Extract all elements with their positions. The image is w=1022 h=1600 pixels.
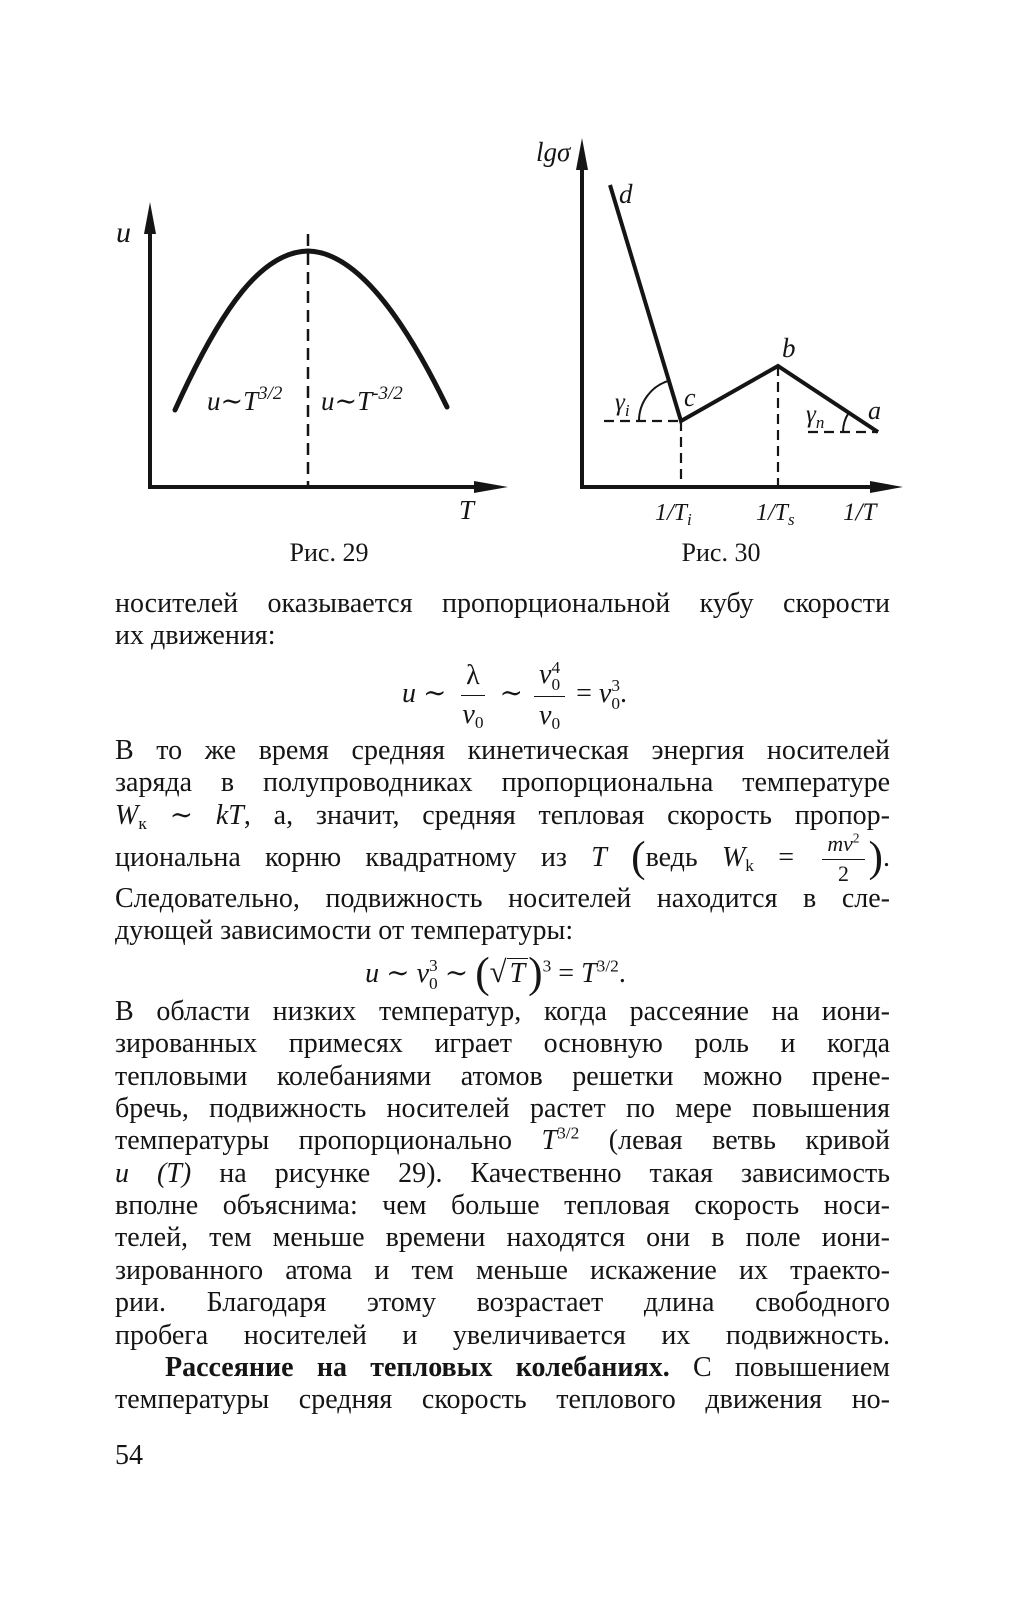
text-run: λ (466, 660, 480, 692)
subscript: 0 (551, 713, 561, 733)
fraction (534, 658, 565, 732)
right-branch-label (321, 383, 403, 416)
text-line (115, 830, 890, 887)
subscript: 0 (611, 693, 621, 713)
text-line (115, 1093, 890, 1125)
text-run: ∼ (492, 677, 530, 709)
subscript: 0 (474, 713, 484, 733)
text-run: температуры пропорционально (115, 1125, 542, 1157)
text-line (115, 1028, 890, 1060)
angle-arc-n (843, 413, 849, 432)
y-axis-arrow (576, 138, 588, 170)
fraction (822, 832, 864, 887)
text-run: ∼ (415, 677, 454, 709)
text-line (115, 1255, 890, 1287)
text-run: = (753, 841, 819, 873)
math-variable: T (541, 1125, 558, 1157)
subscript: 0 (429, 973, 438, 993)
text-line (115, 1384, 890, 1416)
angle-i-subscript: i (624, 401, 630, 420)
big-parenthesis: ( (631, 833, 646, 882)
text-run: заряда в полупроводниках пропорциональна температуре (115, 767, 890, 799)
y-axis-arrow (144, 202, 156, 234)
tick-label-s (756, 500, 795, 529)
x-axis-label: T (459, 495, 475, 525)
text-run: Следовательно, подвижность носителей находится в сле- (115, 882, 890, 914)
math-variable: v (416, 957, 430, 989)
right-branch-base: u∼T (321, 386, 373, 416)
math-variable: mv (827, 831, 853, 856)
text-run: тепловыми колебаниями атомов решетки можно прене- (115, 1060, 890, 1092)
right-branch-exponent: -3/2 (372, 383, 403, 404)
y-axis-label: u (116, 216, 131, 249)
math-variable: T (591, 841, 607, 873)
text-run: рии. Благодаря этому возрастает длина свободного (115, 1287, 890, 1319)
point-a-label: a (868, 396, 881, 425)
superscript: 3 (542, 955, 552, 975)
text-run: зированных примесях играет основную роль и когда (115, 1028, 890, 1060)
y-axis-label: lgσ (536, 137, 571, 167)
radicand: T (507, 958, 529, 990)
point-b-label: b (782, 333, 796, 363)
math-variable: v (598, 677, 612, 709)
text-line (115, 883, 890, 915)
text-run: ∼ (379, 957, 417, 989)
left-branch-base: u∼T (207, 386, 259, 416)
text-run: В то же время средняя кинетическая энергия носителей (115, 734, 890, 766)
fraction-numerator (822, 832, 864, 860)
figure-29 (116, 202, 508, 567)
text-line (115, 1352, 890, 1384)
text-line (115, 1061, 890, 1093)
text-run: ∼ (437, 957, 476, 989)
left-branch-label (207, 383, 283, 416)
sup-sub-stack (429, 957, 438, 992)
math-variable: T (581, 957, 597, 989)
math-variable: v (539, 659, 552, 691)
superscript: 4 (551, 658, 561, 677)
subscript: к (138, 813, 147, 833)
math-variable: v (462, 698, 475, 730)
math-variable: u (401, 677, 416, 709)
conductivity-curve (610, 185, 878, 432)
tick-label-i (655, 500, 692, 529)
subscript: 0 (551, 675, 561, 695)
text-line (115, 1222, 890, 1254)
superscript: 3 (429, 956, 438, 976)
text-run: ∼ (146, 799, 216, 831)
text-line (115, 800, 890, 832)
text-run: ведь (645, 841, 722, 873)
math-variable: u (365, 957, 380, 989)
display-formula (115, 653, 890, 735)
text-line (115, 1158, 890, 1190)
text-run: . (618, 957, 626, 989)
run-in-heading: Рассеяние на тепловых колебаниях. (165, 1352, 670, 1384)
text-run: на рисунке 29). Качественно такая зависимость (191, 1157, 890, 1189)
text-run: , а, значит, средняя тепловая скорость пропор- (243, 799, 890, 831)
fraction-denominator (534, 697, 565, 733)
text-run: С повышением (669, 1352, 890, 1384)
tick-i-base: 1/T (655, 500, 688, 526)
fraction-numerator (461, 659, 485, 696)
text-run: дующей зависимости от температуры: (115, 915, 574, 947)
text-line (115, 1125, 890, 1157)
text-run: циональна корню квадратному из (115, 841, 592, 873)
left-branch-exponent: 3/2 (258, 383, 283, 404)
text-run: зированного атома и тем меньше искажение их траекто- (115, 1254, 890, 1286)
superscript: 3 (611, 676, 621, 696)
point-d-label: d (619, 179, 633, 209)
big-parenthesis: ) (868, 833, 883, 882)
text-run: их движения: (115, 620, 276, 652)
text-run: В области низких температур, когда рассеяние на иони- (115, 995, 890, 1027)
text-run: . (620, 677, 628, 709)
math-variable: kT (215, 799, 244, 831)
angle-i-symbol: γ (615, 389, 625, 416)
angle-n-label (806, 401, 824, 432)
big-parenthesis: ) (528, 948, 543, 997)
text-line (115, 735, 890, 767)
tick-i-subscript: i (687, 510, 692, 529)
text-line (115, 620, 890, 652)
radical-sign: √ (489, 954, 507, 989)
text-line (115, 767, 890, 799)
big-parenthesis: ( (475, 948, 490, 997)
fraction-numerator (534, 658, 565, 696)
superscript: 3/2 (596, 955, 619, 975)
math-variable: u (T) (115, 1157, 192, 1189)
superscript: 2 (852, 830, 860, 846)
angle-n-symbol: γ (806, 401, 816, 428)
text-run: 2 (837, 862, 849, 887)
page-number: 54 (115, 1440, 143, 1471)
text-run: телей, тем меньше времени находятся они в поле иони- (115, 1222, 890, 1254)
sup-sub-stack (551, 659, 560, 694)
text-run: = (569, 677, 599, 709)
sup-sub-stack (611, 677, 620, 712)
text-line (115, 996, 890, 1028)
text-run: носителей оказывается пропорциональной кубу скорости (115, 588, 890, 619)
text-line (115, 1320, 890, 1352)
angle-i-label (615, 389, 630, 420)
fraction (457, 659, 488, 731)
x-axis-label: 1/T (843, 499, 877, 526)
text-run: . (883, 841, 890, 873)
text-line (115, 1287, 890, 1319)
subscript: k (745, 856, 754, 876)
text-run: вполне объяснима: чем больше тепловая скорость носи- (115, 1190, 890, 1222)
angle-arc-i (639, 381, 669, 421)
text-run: температуры средняя скорость теплового движения но- (115, 1384, 890, 1416)
text-run (607, 842, 631, 873)
display-formula (115, 948, 890, 996)
text-line (115, 588, 890, 620)
figure-29-caption: Рис. 29 (289, 538, 369, 567)
angle-n-subscript: n (815, 413, 825, 432)
tick-s-base: 1/T (756, 500, 789, 526)
fraction-denominator (457, 696, 488, 732)
x-axis-arrow (870, 481, 903, 493)
text-run: пробега носителей и увеличивается их подвижность. (115, 1319, 890, 1351)
figure-30 (536, 137, 903, 567)
x-axis-arrow (474, 481, 508, 493)
math-variable: W (721, 841, 746, 873)
tick-s-subscript: s (788, 510, 795, 529)
math-variable: W (115, 799, 139, 831)
text-run: = (551, 957, 582, 989)
point-c-label: c (684, 383, 696, 412)
figure-30-caption: Рис. 30 (681, 538, 761, 567)
text-line (115, 915, 890, 947)
superscript: 3/2 (557, 1123, 580, 1143)
math-variable: v (539, 699, 552, 731)
text-run: (левая ветвь кривой (579, 1125, 890, 1157)
figures (0, 0, 1022, 590)
text-run: бречь, подвижность носителей растет по мере повышения (115, 1092, 890, 1124)
body-text (115, 588, 890, 1417)
text-line (115, 1190, 890, 1222)
